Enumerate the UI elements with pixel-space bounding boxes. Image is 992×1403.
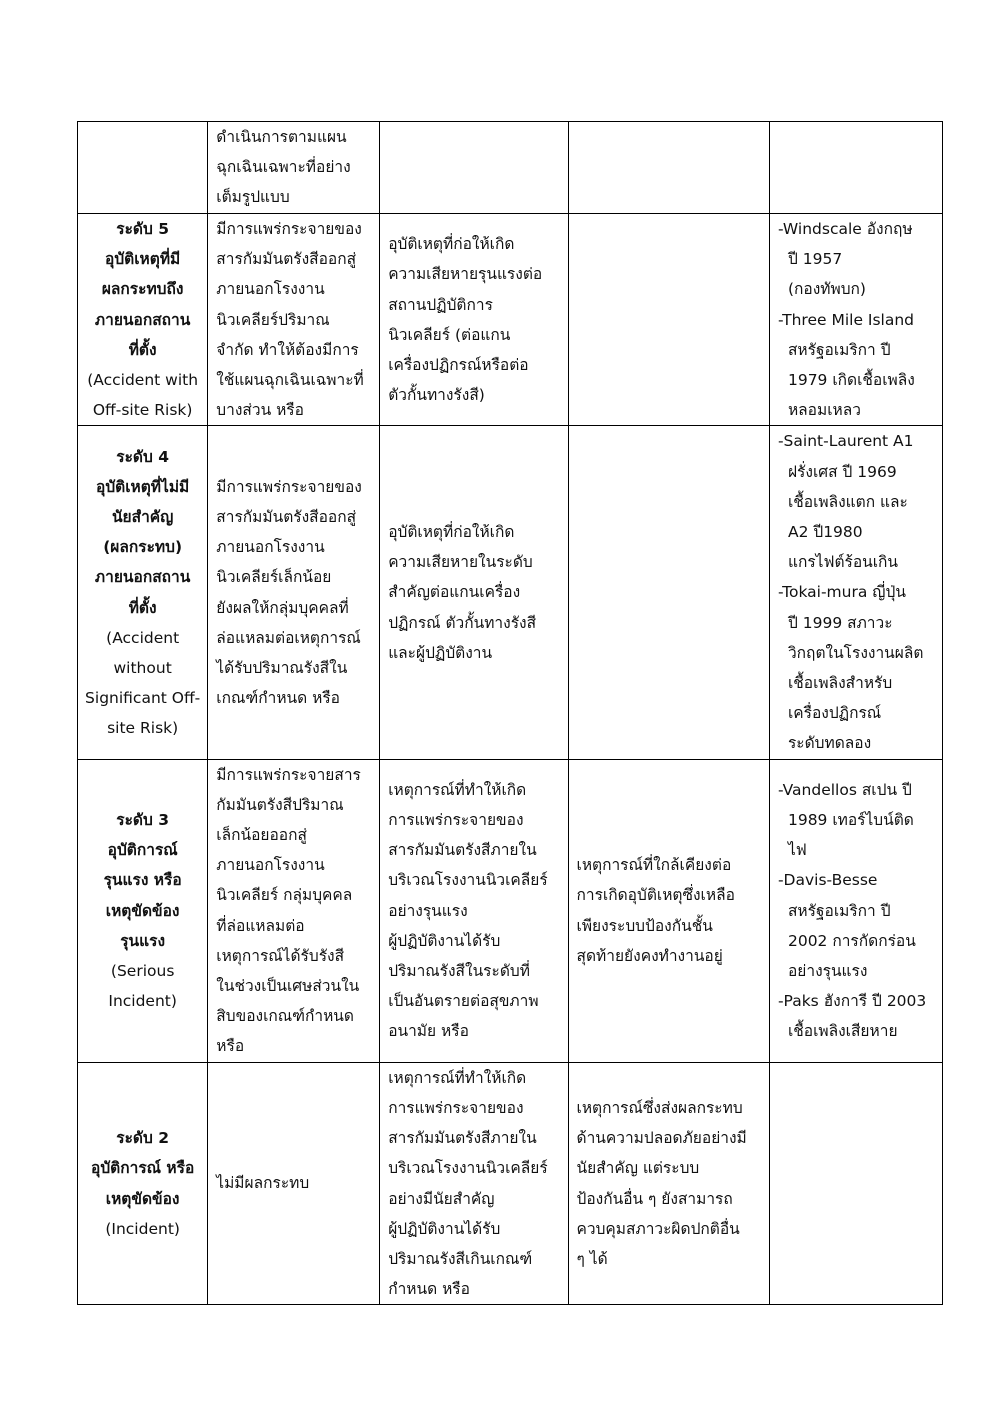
example-item: -Tokai-mura ญี่ปุ่น ปี 1999 สภาวะ วิกฤตในโรงงานผลิต เชื้อเพลิงสำหรับ เครื่องปฏิกรณ์ ระดับทดลอง [777,583,924,753]
level-name: อุบัติการณ์ หรือ เหตุขัดข้อง [91,1159,195,1208]
examples-cell [769,122,942,214]
examples-cell [769,214,942,426]
off-site-impact-text: มีการแพร่กระจายสาร กัมมันตรังสีปริมาณ เล็กน้อยออกสู่ ภายนอกโรงงาน นิวเคลียร์ กลุ่มบุคคล ที่ล่อแหลมต่อ เหตุการณ์ได้รับรังสี ในช่วงเป็นเศษส่วนใน สิบของเกณฑ์กำหนด หรือ [216,765,361,1056]
table-row [78,759,943,1062]
examples-cell [769,1062,942,1305]
examples-cell [769,759,942,1062]
ines-scale-table [77,121,943,1305]
off-site-impact-cell [208,1062,380,1305]
on-site-impact-cell [380,122,568,214]
defense-in-depth-text: เหตุการณ์ที่ใกล้เคียงต่อ การเกิดอุบัติเหตุซึ่งเหลือ เพียงระบบป้องกันชั้น สุดท้ายยังคงทำงานอยู่ [576,856,735,965]
off-site-impact-text: มีการแพร่กระจายของ สารกัมมันตรังสีออกสู่ ภายนอกโรงงาน นิวเคลียร์เล็กน้อย ยังผลให้กลุ่มบุคคลที่ ล่อแหลมต่อเหตุการณ์ ได้รับปริมาณรังสีใน เกณฑ์กำหนด หรือ [216,477,362,708]
defense-in-depth-cell [568,1062,769,1305]
level-title: ระดับ 4 [116,447,170,466]
level-cell [78,426,208,759]
example-item: -Davis-Besse สหรัฐอเมริกา ปี 2002 การกัดกร่อน อย่างรุนแรง [777,871,916,980]
defense-in-depth-cell [568,759,769,1062]
on-site-impact-text: เหตุการณ์ที่ทำให้เกิด การแพร่กระจายของ สารกัมมันตรังสีภายใน บริเวณโรงงานนิวเคลียร์ อย่างรุนแรง ผู้ปฏิบัติงานได้รับ ปริมาณรังสีในระดับที่ เป็นอันตรายต่อสุขภาพ อนามัย หรือ [388,780,548,1041]
example-item: -Paks ฮังการี ปี 2003 เชื้อเพลิงเสียหาย [777,992,927,1041]
example-item: -Three Mile Island สหรัฐอเมริกา ปี 1979 เกิดเชื้อเพลิง หลอมเหลว [777,310,915,420]
on-site-impact-text: อุบัติเหตุที่ก่อให้เกิด ความเสียหายรุนแรงต่อ สถานปฏิบัติการ นิวเคลียร์ (ต่อแกน เครื่องปฏิกรณ์หรือต่อ ตัวกั้นทางรังสี) [388,235,543,405]
off-site-impact-cell [208,759,380,1062]
level-title: ระดับ 3 [116,810,170,829]
on-site-impact-cell [380,759,568,1062]
off-site-impact-cell [208,214,380,426]
table-row [78,122,943,214]
defense-in-depth-cell [568,426,769,759]
level-title: ระดับ 2 [116,1129,170,1148]
level-name: อุบัติเหตุที่มี ผลกระทบถึง ภายนอกสถาน ที่ตั้ง [94,250,191,359]
examples-list [778,775,936,1047]
level-english-name: (Accident without Significant Off- site Risk) [85,628,201,738]
on-site-impact-text: อุบัติเหตุที่ก่อให้เกิด ความเสียหายในระดับ สำคัญต่อแกนเครื่อง ปฏิกรณ์ ตัวกั้นทางรังสี และผู้ปฏิบัติงาน [388,523,537,662]
level-english-name: (Incident) [105,1219,180,1238]
table-row [78,214,943,426]
level-cell [78,1062,208,1305]
off-site-impact-cell [208,426,380,759]
level-english-name: (Accident with Off-site Risk) [87,371,199,420]
level-name: อุบัติเหตุที่ไม่มี นัยสำคัญ (ผลกระทบ) ภายนอกสถาน ที่ตั้ง [94,477,191,617]
on-site-impact-cell [380,1062,568,1305]
example-item: -Saint-Laurent A1 ฝรั่งเศส ปี 1969 เชื้อเพลิงแตก และ A2 ปี1980 แกรไฟต์ร้อนเกิน [777,432,914,572]
defense-in-depth-text: เหตุการณ์ซึ่งส่งผลกระทบ ด้านความปลอดภัยอย่างมี นัยสำคัญ แต่ระบบ ป้องกันอื่น ๆ ยังสามารถ ควบคุมสภาวะผิดปกติอื่น ๆ ได้ [576,1098,747,1268]
example-item: -Windscale อังกฤษ ปี 1957 (กองทัพบก) [777,220,913,299]
defense-in-depth-cell [568,122,769,214]
examples-list [778,426,936,758]
on-site-impact-cell [380,214,568,426]
level-cell [78,122,208,214]
off-site-impact-cell [208,122,380,214]
example-item: -Vandellos สเปน ปี 1989 เทอร์ไบน์ติด ไฟ [777,780,914,860]
level-cell [78,759,208,1062]
off-site-impact-text: ไม่มีผลกระทบ [216,1174,310,1193]
table-row [78,1062,943,1305]
level-name: อุบัติการณ์ รุนแรง หรือ เหตุขัดข้อง รุนแรง [103,841,182,950]
off-site-impact-text: ดำเนินการตามแผน ฉุกเฉินเฉพาะที่อย่าง เต็มรูปแบบ [216,128,351,207]
examples-cell [769,426,942,759]
table-row [78,426,943,759]
on-site-impact-text: เหตุการณ์ที่ทำให้เกิด การแพร่กระจายของ สารกัมมันตรังสีภายใน บริเวณโรงงานนิวเคลียร์ อย่างมีนัยสำคัญ ผู้ปฏิบัติงานได้รับ ปริมาณรังสีเกินเกณฑ์ กำหนด หรือ [388,1068,548,1299]
on-site-impact-cell [380,426,568,759]
level-english-name: (Serious Incident) [108,961,177,1011]
defense-in-depth-cell [568,214,769,426]
examples-list [778,214,936,425]
level-cell [78,214,208,426]
off-site-impact-text: มีการแพร่กระจายของ สารกัมมันตรังสีออกสู่ ภายนอกโรงงาน นิวเคลียร์ปริมาณ จำกัด ทำให้ต้องมีการ ใช้แผนฉุกเฉินเฉพาะที่ บางส่วน หรือ [216,220,364,420]
level-title: ระดับ 5 [116,220,170,238]
